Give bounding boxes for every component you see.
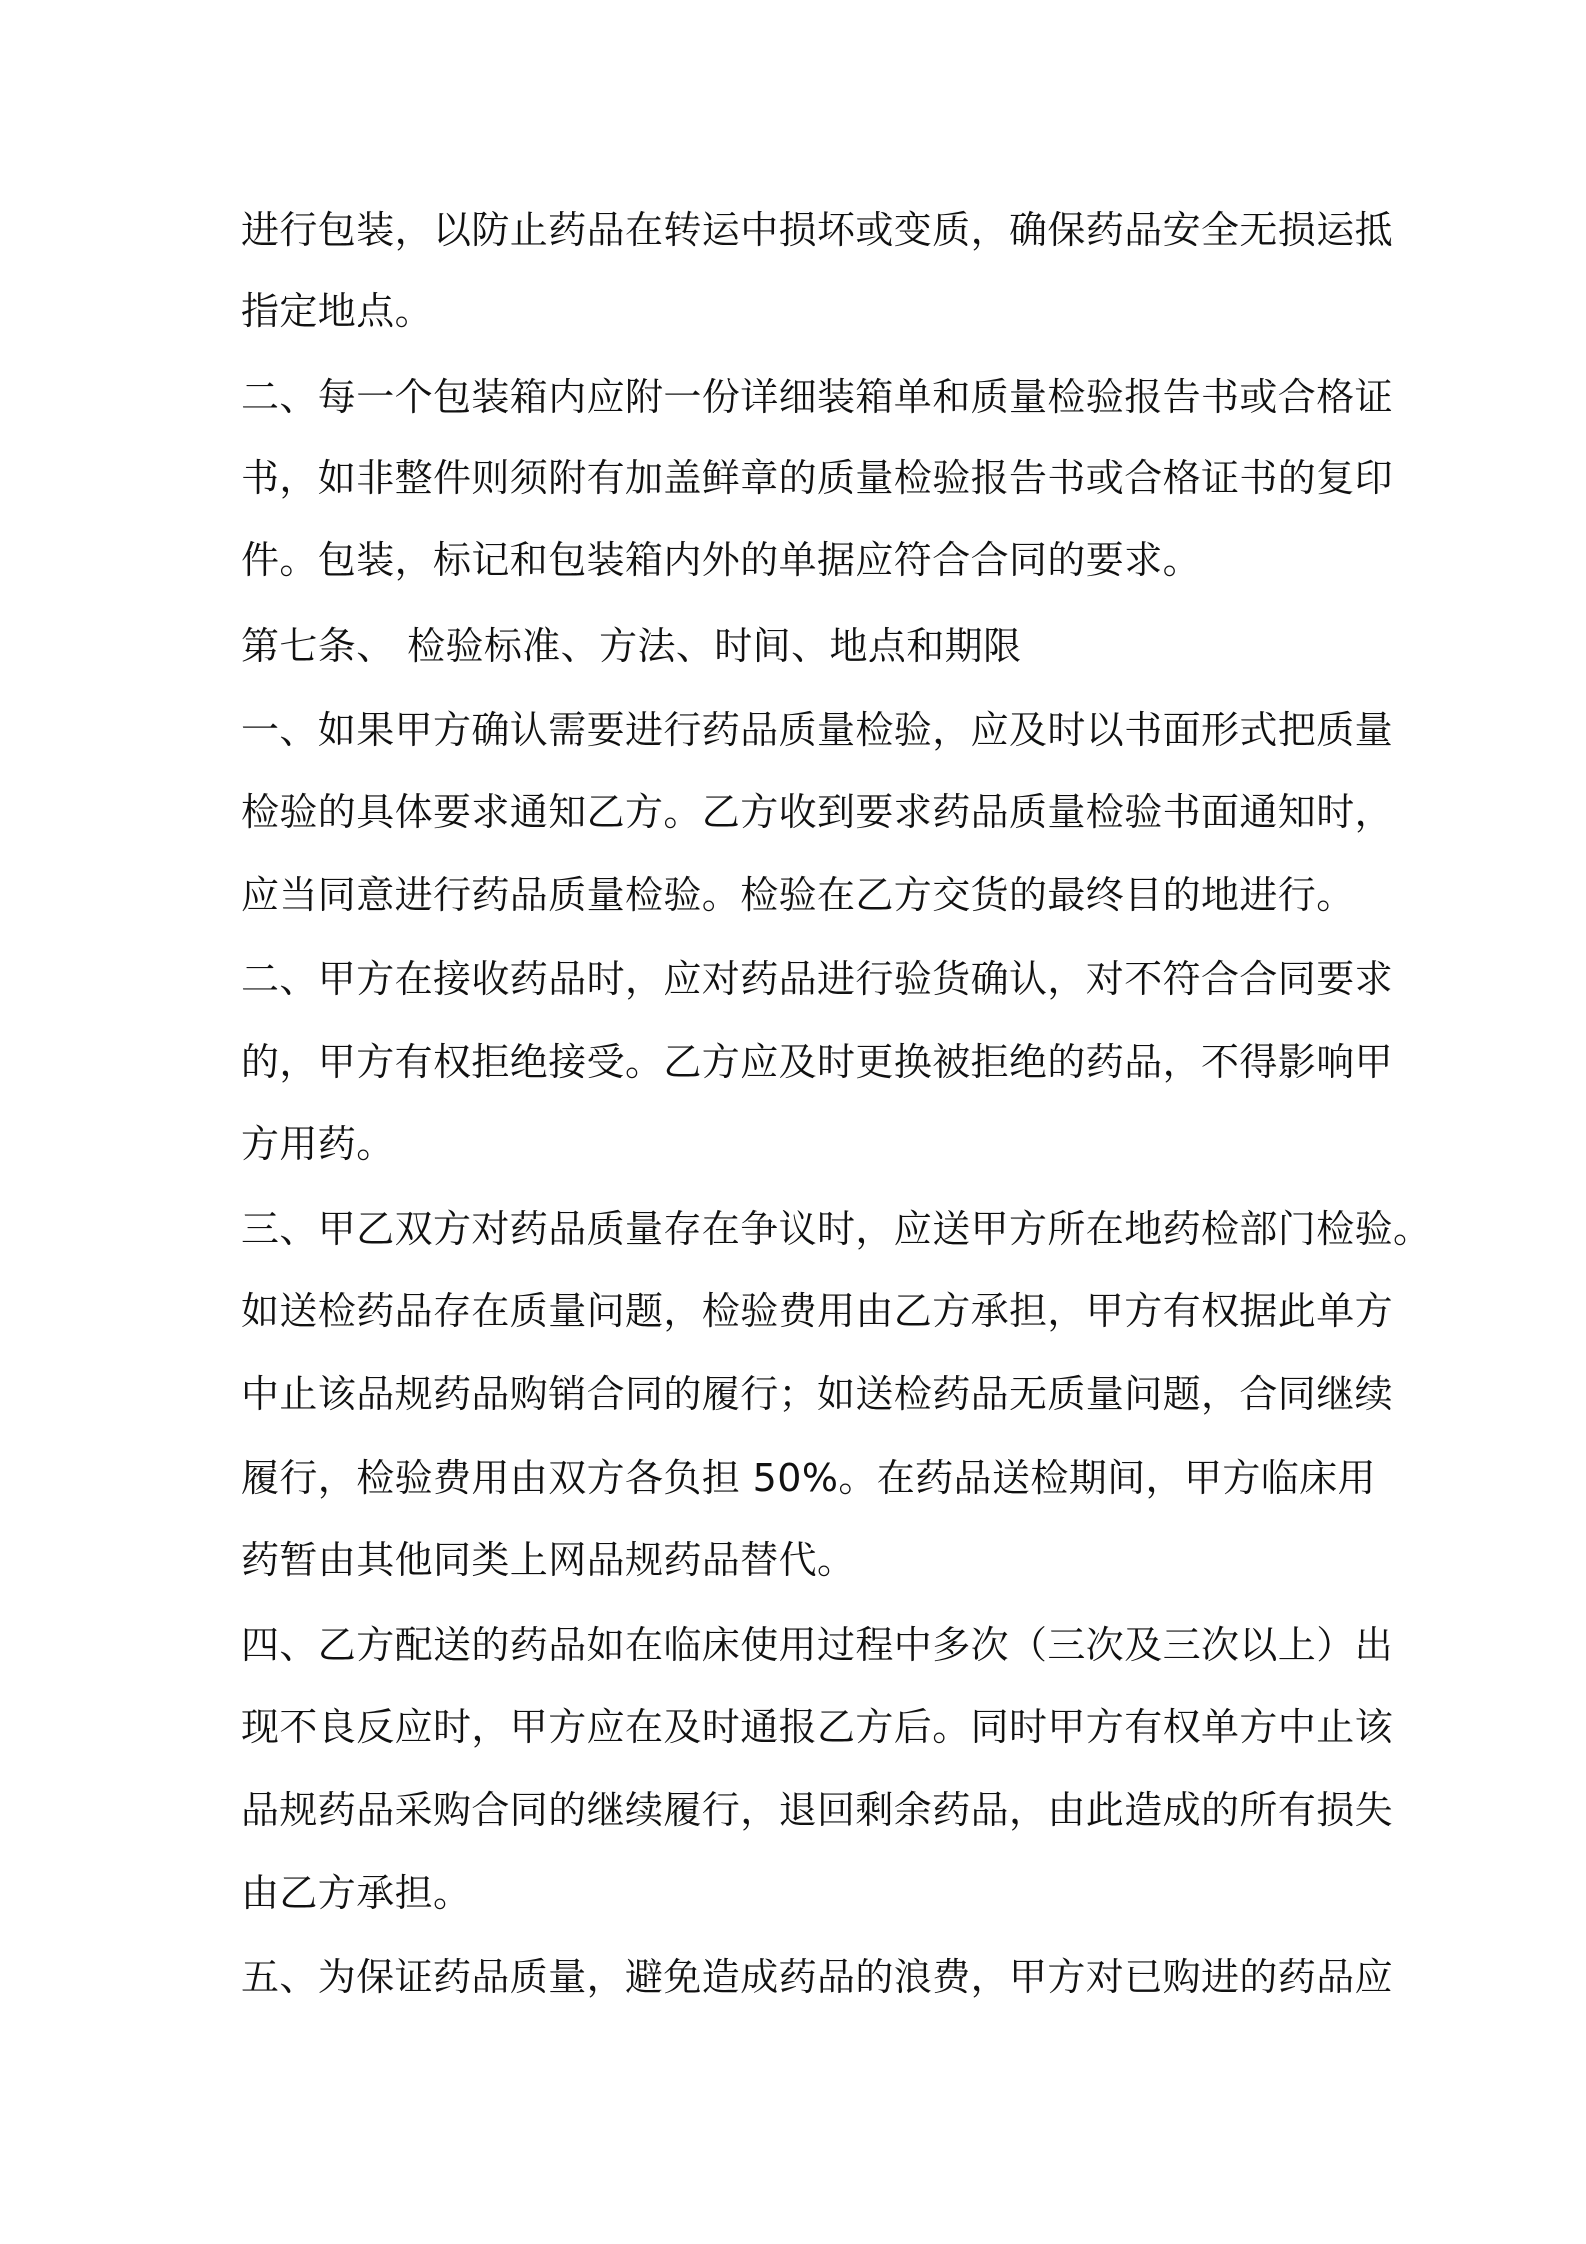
text-line: 检验的具体要求通知乙方。乙方收到要求药品质量检验书面通知时， (241, 790, 1394, 834)
text-line: 如送检药品存在质量问题，检验费用由乙方承担，甲方有权据此单方 (241, 1289, 1394, 1333)
text-line: 指定地点。 (241, 289, 434, 333)
text-line: 二、每一个包装箱内应附一份详细装箱单和质量检验报告书或合格证 (241, 375, 1394, 419)
text-line: 品规药品采购合同的继续履行，退回剩余药品，由此造成的所有损失 (241, 1788, 1394, 1832)
text-line: 方用药。 (241, 1122, 395, 1166)
text-line: 书，如非整件则须附有加盖鲜章的质量检验报告书或合格证书的复印 (241, 456, 1394, 500)
text-line: 五、为保证药品质量，避免造成药品的浪费，甲方对已购进的药品应 (241, 1955, 1394, 1999)
text-line: 应当同意进行药品质量检验。检验在乙方交货的最终目的地进行。 (241, 873, 1355, 917)
text-line: 四、乙方配送的药品如在临床使用过程中多次（三次及三次以上）出 (241, 1623, 1394, 1667)
text-line: 三、甲乙双方对药品质量存在争议时，应送甲方所在地药检部门检验。 (241, 1207, 1432, 1251)
text-line: 现不良反应时，甲方应在及时通报乙方后。同时甲方有权单方中止该 (241, 1705, 1394, 1749)
text-line: 药暂由其他同类上网品规药品替代。 (241, 1538, 856, 1582)
text-line: 中止该品规药品购销合同的履行；如送检药品无质量问题，合同继续 (241, 1372, 1394, 1416)
text-line: 进行包装，以防止药品在转运中损坏或变质，确保药品安全无损运抵 (241, 208, 1394, 252)
text-line: 二、甲方在接收药品时，应对药品进行验货确认，对不符合合同要求 (241, 957, 1394, 1001)
section-heading: 第七条、 检验标准、方法、时间、地点和期限 (241, 624, 1022, 668)
text-line: 由乙方承担。 (241, 1871, 472, 1915)
text-line: 一、如果甲方确认需要进行药品质量检验，应及时以书面形式把质量 (241, 708, 1394, 752)
text-line: 的，甲方有权拒绝接受。乙方应及时更换被拒绝的药品，不得影响甲 (241, 1040, 1394, 1084)
text-line: 件。包装，标记和包装箱内外的单据应符合合同的要求。 (241, 538, 1202, 582)
text-line: 履行，检验费用由双方各负担 50%。在药品送检期间，甲方临床用 (241, 1456, 1376, 1500)
